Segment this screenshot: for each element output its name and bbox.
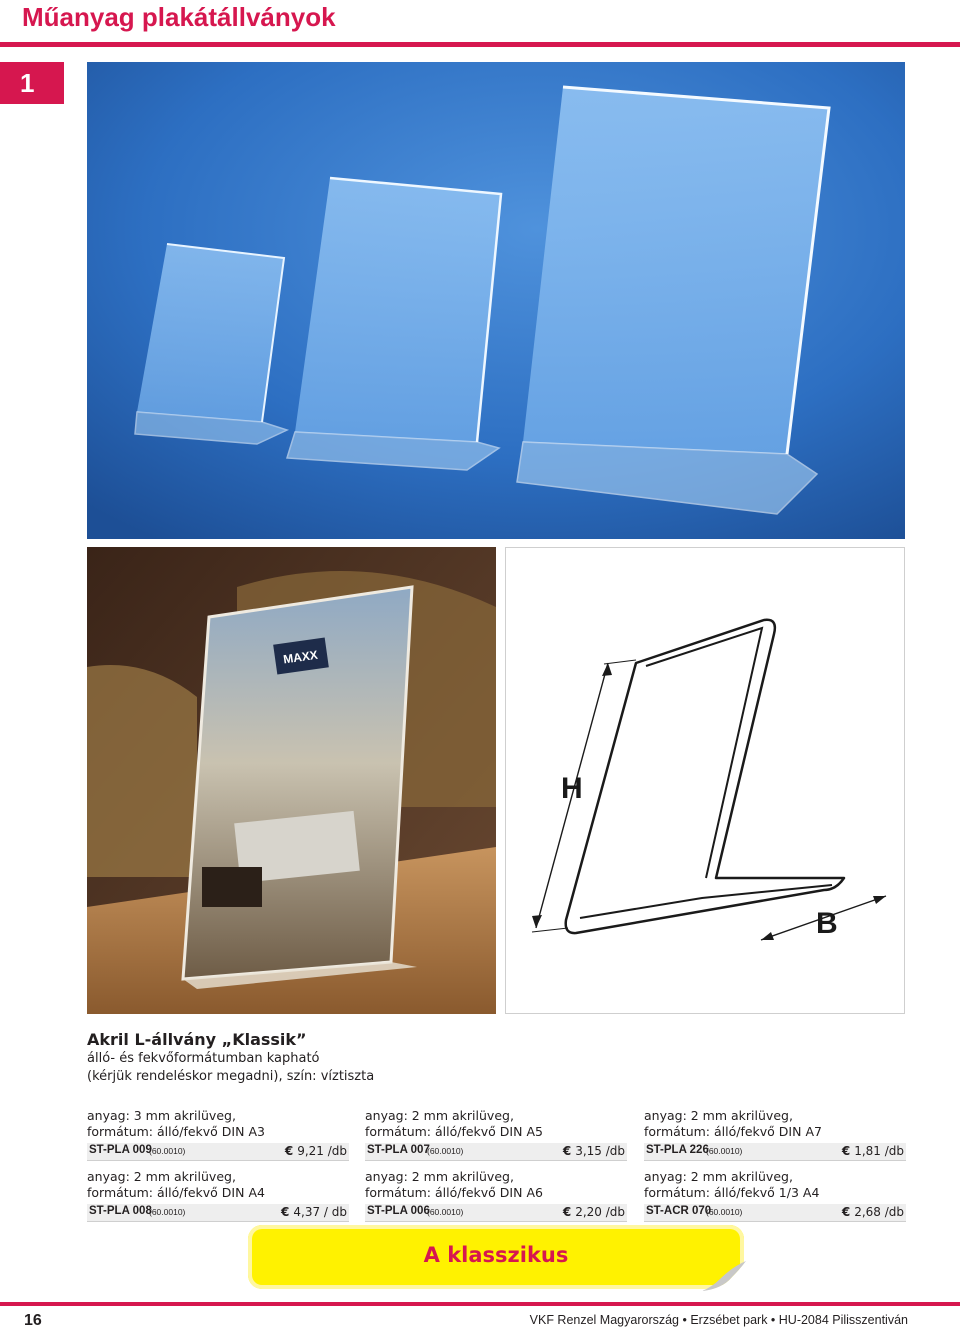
spec-format: formátum: álló/fekvő DIN A6	[365, 1185, 543, 1200]
spec-material: anyag: 2 mm akrilüveg,	[87, 1169, 236, 1184]
poster-logo: MAXX	[282, 647, 319, 667]
price	[563, 1205, 625, 1219]
product-description	[87, 1050, 487, 1086]
banner-text: A klasszikus	[423, 1243, 569, 1267]
price-row	[87, 1143, 349, 1161]
product-number: (60.0010)	[149, 1146, 186, 1156]
dimension-label-b: B	[816, 907, 838, 940]
price-row	[644, 1143, 906, 1161]
product-number: (60.0010)	[706, 1146, 743, 1156]
spec-material: anyag: 2 mm akrilüveg,	[365, 1108, 514, 1123]
product-number: (60.0010)	[706, 1207, 743, 1217]
footer-company-address: VKF Renzel Magyarország • Erzsébet park • HU-2084 Pilisszentiván	[529, 1313, 908, 1327]
spec-format: formátum: álló/fekvő DIN A5	[365, 1124, 543, 1139]
spec-column-3	[644, 1108, 906, 1230]
title-rule	[0, 42, 960, 47]
price-value: 1,81 /db	[854, 1144, 904, 1158]
price-value: 9,21 /db	[297, 1144, 347, 1158]
product-number: (60.0010)	[149, 1207, 186, 1217]
dimension-diagram	[505, 547, 905, 1014]
footer-rule	[0, 1302, 960, 1306]
price	[842, 1144, 904, 1158]
currency-symbol: €	[281, 1205, 290, 1219]
spec-format: formátum: álló/fekvő DIN A3	[87, 1124, 265, 1139]
classic-banner	[248, 1225, 744, 1289]
spec-material: anyag: 2 mm akrilüveg,	[365, 1169, 514, 1184]
product-number: (60.0010)	[427, 1207, 464, 1217]
price	[842, 1205, 904, 1219]
price-row	[644, 1204, 906, 1222]
spec-format: formátum: álló/fekvő 1/3 A4	[644, 1185, 820, 1200]
price-value: 3,15 /db	[575, 1144, 625, 1158]
spec-material: anyag: 2 mm akrilüveg,	[644, 1169, 793, 1184]
price-value: 2,20 /db	[575, 1205, 625, 1219]
spec-material: anyag: 3 mm akrilüveg,	[87, 1108, 236, 1123]
dimension-label-h: H	[561, 772, 583, 805]
product-number: (60.0010)	[427, 1146, 464, 1156]
price-row	[365, 1143, 627, 1161]
spec-material: anyag: 2 mm akrilüveg,	[644, 1108, 793, 1123]
currency-symbol: €	[284, 1144, 294, 1158]
product-code: ST-PLA 008	[89, 1205, 152, 1217]
product-code: ST-PLA 006	[367, 1205, 430, 1217]
spec-format: formátum: álló/fekvő DIN A7	[644, 1124, 822, 1139]
product-title: Akril L-állvány „Klassik”	[87, 1030, 307, 1049]
page-curl-icon	[702, 1261, 746, 1291]
product-code: ST-ACR 070	[646, 1205, 712, 1217]
price	[563, 1144, 625, 1158]
product-code: ST-PLA 009	[89, 1144, 152, 1156]
currency-symbol: €	[841, 1205, 851, 1219]
product-photo-interior-poster	[87, 547, 496, 1014]
currency-symbol: €	[562, 1144, 572, 1158]
product-photo-acrylic-stands	[87, 62, 905, 539]
price	[285, 1144, 347, 1158]
page-title: Műanyag plakátállványok	[22, 2, 336, 32]
price	[281, 1205, 347, 1219]
price-value: 4,37 / db	[293, 1205, 347, 1219]
page-number: 16	[24, 1312, 42, 1329]
spec-column-2	[365, 1108, 627, 1230]
product-description-line: (kérjük rendeléskor megadni), szín: víztiszta	[87, 1069, 375, 1084]
product-description-line: álló- és fekvőformátumban kapható	[87, 1051, 320, 1066]
spec-format: formátum: álló/fekvő DIN A4	[87, 1185, 265, 1200]
spec-column-1	[87, 1108, 349, 1230]
price-value: 2,68 /db	[854, 1205, 904, 1219]
product-code: ST-PLA 226	[646, 1144, 709, 1156]
price-row	[87, 1204, 349, 1222]
price-row	[365, 1204, 627, 1222]
section-number-badge: 1	[0, 62, 64, 104]
currency-symbol: €	[562, 1205, 572, 1219]
currency-symbol: €	[841, 1144, 851, 1158]
product-code: ST-PLA 007	[367, 1144, 430, 1156]
